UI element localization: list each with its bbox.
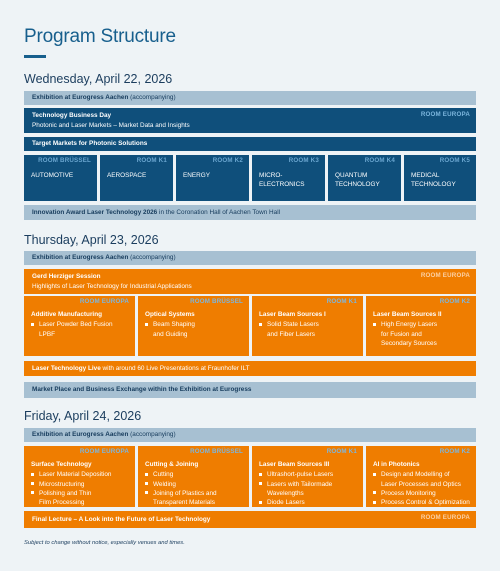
list-item: Process Monitoring <box>373 489 470 498</box>
track-cell: ROOM EUROPA Additive Manufacturing Laser Powder Bed Fusion LPBF <box>24 296 135 356</box>
list-item: Process Control & Optimization <box>373 498 470 507</box>
room-label: ROOM EUROPA <box>420 272 470 279</box>
room-label: ROOM K5 <box>439 157 470 164</box>
market-cells <box>24 155 476 201</box>
room-label: ROOM K1 <box>326 298 357 305</box>
list-item: Joining of Plastics and Transparent Materials <box>145 489 243 508</box>
list-item: Diode Lasers <box>259 498 357 507</box>
exhibition-bar-friday: Exhibition at Eurogress Aachen (accompanying) <box>24 428 476 442</box>
room-label: ROOM K2 <box>439 298 470 305</box>
friday-track-cells <box>24 446 476 507</box>
room-label: ROOM EUROPA <box>420 514 470 521</box>
room-label: ROOM BRÜSSEL <box>190 298 243 305</box>
track-cell: ROOM K1 Laser Beam Sources I Solid State Lasers and Fiber Lasers <box>252 296 363 356</box>
room-label: ROOM K4 <box>364 157 395 164</box>
track-cell: ROOM K2 Laser Beam Sources II High Energy Lasers for Fusion and Secondary Sources <box>366 296 476 356</box>
room-label: ROOM K2 <box>439 448 470 455</box>
market-cell: ROOM K4 QUANTUM TECHNOLOGY <box>328 155 401 201</box>
list-item: Welding <box>145 480 243 489</box>
room-label: ROOM EUROPA <box>79 298 129 305</box>
list-item: Microstructuring <box>31 480 129 489</box>
marketplace-bar: Market Place and Business Exchange within the Exhibition at Eurogress <box>24 382 476 398</box>
room-label: ROOM EUROPA <box>79 448 129 455</box>
list-item: Laser Material Deposition <box>31 470 129 479</box>
list-item: High Energy Lasers for Fusion and Secondary Sources <box>373 320 470 348</box>
room-label: ROOM BRÜSSEL <box>38 157 91 164</box>
disclaimer-note: Subject to change without notice, especially venues and times. <box>24 540 185 546</box>
room-label: ROOM BRÜSSEL <box>190 448 243 455</box>
list-item: Solid State Lasers and Fiber Lasers <box>259 320 357 339</box>
exhibition-bar-wednesday: Exhibition at Eurogress Aachen (accompanying) <box>24 91 476 105</box>
room-label: ROOM K2 <box>212 157 243 164</box>
final-lecture-bar: Final Lecture – A Look into the Future of Laser Technology ROOM EUROPA <box>24 511 476 528</box>
track-cell: ROOM K1 Laser Beam Sources III Ultrashort-pulse Lasers Lasers with Tailormade Wavelengths Diode Lasers <box>252 446 363 507</box>
exhibition-bar-thursday: Exhibition at Eurogress Aachen (accompanying) <box>24 251 476 265</box>
target-markets-bar: Target Markets for Photonic Solutions <box>24 137 476 151</box>
list-item: Cutting <box>145 470 243 479</box>
list-item: Beam Shaping and Guiding <box>145 320 243 339</box>
market-cell: ROOM K2 ENERGY <box>176 155 249 201</box>
track-cell: ROOM BRÜSSEL Cutting & Joining Cutting Welding Joining of Plastics and Transparent Materials <box>138 446 249 507</box>
page-title: Program Structure <box>24 26 176 47</box>
list-item: Ultrashort-pulse Lasers <box>259 470 357 479</box>
room-label: ROOM K1 <box>136 157 167 164</box>
list-item: Polishing and Thin Film Processing <box>31 489 129 508</box>
title-rule <box>24 55 46 58</box>
business-day-bar: Technology Business Day Photonic and Laser Markets – Market Data and Insights ROOM EUROPA <box>24 108 476 133</box>
list-item: Lasers with Tailormade Wavelengths <box>259 480 357 499</box>
day-heading-friday: Friday, April 24, 2026 <box>24 409 142 423</box>
room-label: ROOM K1 <box>326 448 357 455</box>
track-cell: ROOM BRÜSSEL Optical Systems Beam Shaping and Guiding <box>138 296 249 356</box>
day-heading-wednesday: Wednesday, April 22, 2026 <box>24 72 173 86</box>
day-heading-thursday: Thursday, April 23, 2026 <box>24 233 159 247</box>
room-label: ROOM K3 <box>288 157 319 164</box>
herziger-session-bar: Gerd Herziger Session Highlights of Laser Technology for Industrial Applications ROOM EUROPA <box>24 269 476 294</box>
market-cell: ROOM K5 MEDICAL TECHNOLOGY <box>404 155 476 201</box>
room-label: ROOM EUROPA <box>420 111 470 118</box>
list-item: Design and Modelling of Laser Processes and Optics <box>373 470 470 489</box>
market-cell: ROOM K3 MICRO- ELECTRONICS <box>252 155 325 201</box>
market-cell: ROOM BRÜSSEL AUTOMOTIVE <box>24 155 97 201</box>
thursday-track-cells <box>24 296 476 356</box>
market-cell: ROOM K1 AEROSPACE <box>100 155 173 201</box>
track-cell: ROOM EUROPA Surface Technology Laser Material Deposition Microstructuring Polishing and Thin Film Processing <box>24 446 135 507</box>
award-bar: Innovation Award Laser Technology 2026 in the Coronation Hall of Aachen Town Hall <box>24 205 476 220</box>
track-cell: ROOM K2 AI in Photonics Design and Modelling of Laser Processes and Optics Process Monitoring Process Control & Optimization <box>366 446 476 507</box>
laser-live-bar: Laser Technology Live with around 60 Live Presentations at Fraunhofer ILT <box>24 361 476 376</box>
list-item: Laser Powder Bed Fusion LPBF <box>31 320 129 339</box>
